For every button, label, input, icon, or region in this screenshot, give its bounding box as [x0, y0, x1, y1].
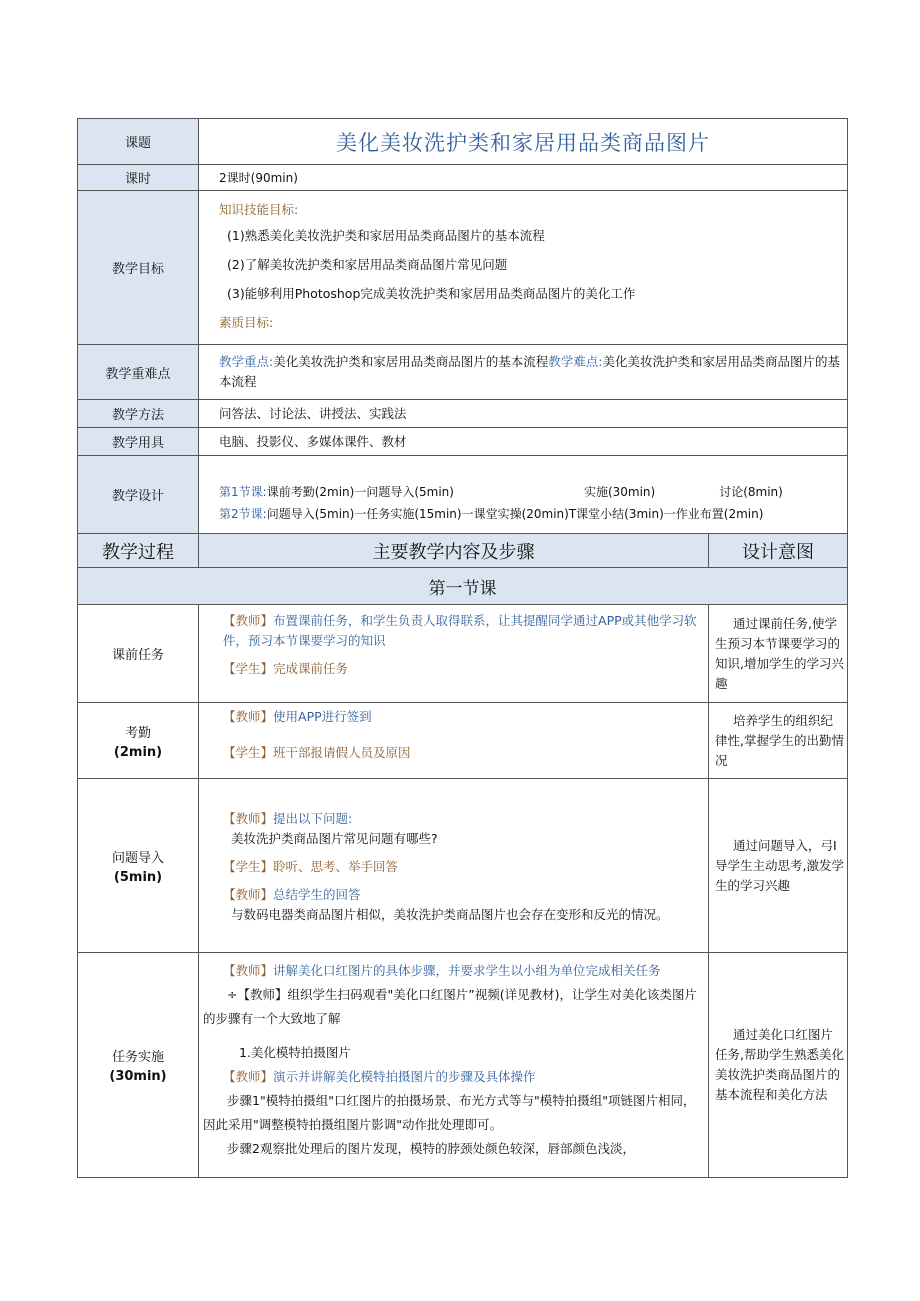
attendance-row	[78, 703, 848, 779]
attendance-time: (2min)	[113, 744, 163, 760]
topic-label: 课题	[78, 119, 199, 165]
quality-goals-heading: 素质目标:	[219, 314, 274, 330]
lesson1-part-c: 讨论(8min)	[719, 484, 783, 499]
intro-teacher2	[203, 885, 704, 905]
task-intent-text: 通过美化口红图片任务,帮助学生熟悉美化美妆洗护类商品图片的基本流程和美化方法	[715, 1027, 844, 1102]
student-tag: 【学生】	[223, 661, 274, 676]
task-subtitle: 1.美化模特拍摄图片	[239, 1045, 351, 1060]
lesson1-part-b: 实施(30min)	[583, 484, 656, 499]
lesson-plan-page	[77, 118, 847, 1178]
process-header-col2: 主要教学内容及步骤	[199, 534, 709, 568]
goal-item: (2)了解美妆洗护类和家居用品类商品图片常见问题	[227, 256, 508, 272]
preclass-label: 课前任务	[78, 605, 199, 703]
goal-item: (1)熟悉美化美妆洗护类和家居用品类商品图片的基本流程	[227, 227, 545, 243]
teacher-tag: 【教师】	[223, 810, 274, 826]
intro-teacher1	[203, 809, 704, 829]
section1-row	[78, 568, 848, 605]
preclass-student	[203, 659, 704, 679]
intro-intent-text: 通过问题导入，弓I导学生主动思考,激发学生的学习兴趣	[715, 837, 844, 893]
hours-label: 课时	[78, 165, 199, 191]
design-lesson1	[219, 481, 845, 503]
goals-content	[199, 191, 848, 345]
student-tag: 【学生】	[223, 745, 274, 760]
hard-point-label: 教学难点:	[548, 354, 603, 369]
intro-student	[203, 857, 704, 877]
task-row	[78, 953, 848, 1178]
task-step2: 步骤2观察批处理后的图片发现，模特的脖颈处颜色较深，唇部颜色浅淡，	[227, 1141, 635, 1156]
intro-intent	[709, 779, 848, 953]
key-point-label: 教学重点:	[219, 354, 274, 369]
lesson1-part-a: 课前考勤(2min)一问题导入(5min)	[266, 484, 454, 499]
intro-summary: 与数码电器类商品图片相似，美妆洗护类商品图片也会存在变形和反光的情况。	[231, 906, 669, 922]
key-point-text: 美化美妆洗护类和家居用品类商品图片的基本流程	[273, 354, 549, 369]
tools-value: 电脑、投影仪、多媒体课件、教材	[199, 428, 848, 456]
section1-title: 第一节课	[78, 568, 848, 605]
task-teacher-text3: 演示并讲解美化模特拍摄图片的步骤及具体操作	[273, 1069, 536, 1084]
task-intent	[709, 953, 848, 1178]
attendance-intent-text: 培养学生的组织纪律性,掌握学生的出勤情况	[715, 712, 844, 768]
process-header-row	[78, 534, 848, 568]
lesson2-text: 问题导入(5min)一任务实施(15min)一课堂实操(20min)T课堂小结(3min)一作业布置(2min)	[266, 506, 764, 521]
teacher-tag: 【教师】	[223, 1069, 274, 1084]
teacher-tag: 【教师】	[223, 963, 274, 978]
method-label: 教学方法	[78, 400, 199, 428]
attendance-label: 考勤	[124, 725, 151, 741]
intro-label-cell	[78, 779, 199, 953]
intro-row	[78, 779, 848, 953]
page-title: 美化美妆洗护类和家居用品类商品图片	[199, 119, 848, 165]
task-teacher-text1: 讲解美化口红图片的具体步骤，并要求学生以小组为单位完成相关任务	[273, 963, 661, 978]
task-label-cell	[78, 953, 199, 1178]
teacher-tag: 【教师】	[223, 709, 274, 724]
attendance-student-text: 班干部报请假人员及原因	[273, 745, 411, 760]
task-para2-text: 组织学生扫码观看"美化口红图片”视频(详见教材)，让学生对美化该类图片的步骤有一个大致地了解	[203, 987, 697, 1026]
attendance-intent	[709, 703, 848, 779]
method-value: 问答法、讨论法、讲授法、实践法	[199, 400, 848, 428]
keypoints-row	[78, 345, 848, 400]
goals-label: 教学目标	[78, 191, 199, 345]
preclass-teacher-text: 布置课前任务，和学生负责人取得联系，让其提醒同学通过APP或其他学习软件，预习本节课要学习的知识	[223, 613, 697, 648]
intro-time: (5min)	[113, 869, 163, 885]
goal-item: (3)能够利用Photoshop完成美妆洗护类和家居用品类商品图片的美化工作	[227, 285, 636, 301]
hours-row	[78, 165, 848, 191]
attendance-content	[199, 703, 709, 779]
lesson2-label: 第2节课:	[219, 506, 267, 521]
preclass-row	[78, 605, 848, 703]
attendance-student	[203, 743, 704, 763]
lesson-plan-table	[77, 118, 848, 1178]
method-row	[78, 400, 848, 428]
task-label: 任务实施	[111, 1050, 164, 1065]
student-tag: 【学生】	[223, 858, 274, 874]
tools-label: 教学用具	[78, 428, 199, 456]
task-content	[199, 953, 709, 1178]
topic-row	[78, 119, 848, 165]
intro-student-text: 聆听、思考、举手回答	[273, 858, 399, 874]
tools-row	[78, 428, 848, 456]
task-time: (30min)	[109, 1069, 167, 1084]
hard-point-text: 美化美妆洗护类和家居用品类商品图片的基本流程	[219, 354, 840, 389]
keypoints-content	[199, 345, 848, 400]
goals-row	[78, 191, 848, 345]
intro-teacher-text2: 总结学生的回答	[273, 886, 361, 902]
task-teacher3	[203, 1065, 704, 1089]
design-label: 教学设计	[78, 456, 199, 534]
attendance-teacher-text: 使用APP进行签到	[273, 709, 372, 724]
task-step1: 步骤1"模特拍摄组"口红图片的拍摄场景、布光方式等与"模特拍摄组"项链图片相同，因此采用"调整模特拍摄组图片影调"动作批处理即可。	[203, 1093, 696, 1132]
design-row	[78, 456, 848, 534]
preclass-student-text: 完成课前任务	[273, 661, 349, 676]
attendance-label-cell	[78, 703, 199, 779]
intro-label: 问题导入	[111, 850, 164, 866]
task-para2	[203, 983, 704, 1031]
preclass-content	[199, 605, 709, 703]
design-lesson2	[219, 503, 845, 525]
design-content	[199, 456, 848, 534]
task-teacher1	[203, 959, 704, 983]
teacher-tag: 【教师】	[223, 613, 274, 628]
task-para2-prefix: ÷【教师】	[227, 987, 288, 1002]
process-header-col1: 教学过程	[78, 534, 199, 568]
process-header-col3: 设计意图	[709, 534, 848, 568]
teacher-tag: 【教师】	[223, 886, 274, 902]
knowledge-goals-heading: 知识技能目标:	[219, 201, 299, 217]
intro-content	[199, 779, 709, 953]
attendance-teacher	[203, 707, 704, 727]
keypoints-label: 教学重难点	[78, 345, 199, 400]
preclass-intent-text: 通过课前任务,使学生预习本节课要学习的知识,增加学生的学习兴趣	[715, 615, 844, 691]
hours-value: 2课时(90min)	[199, 165, 848, 191]
preclass-teacher	[203, 611, 704, 651]
intro-teacher-text1: 提出以下问题:	[273, 810, 353, 826]
lesson1-label: 第1节课:	[219, 484, 267, 499]
intro-question: 美妆洗护类商品图片常见问题有哪些?	[231, 830, 438, 846]
preclass-intent	[709, 605, 848, 703]
